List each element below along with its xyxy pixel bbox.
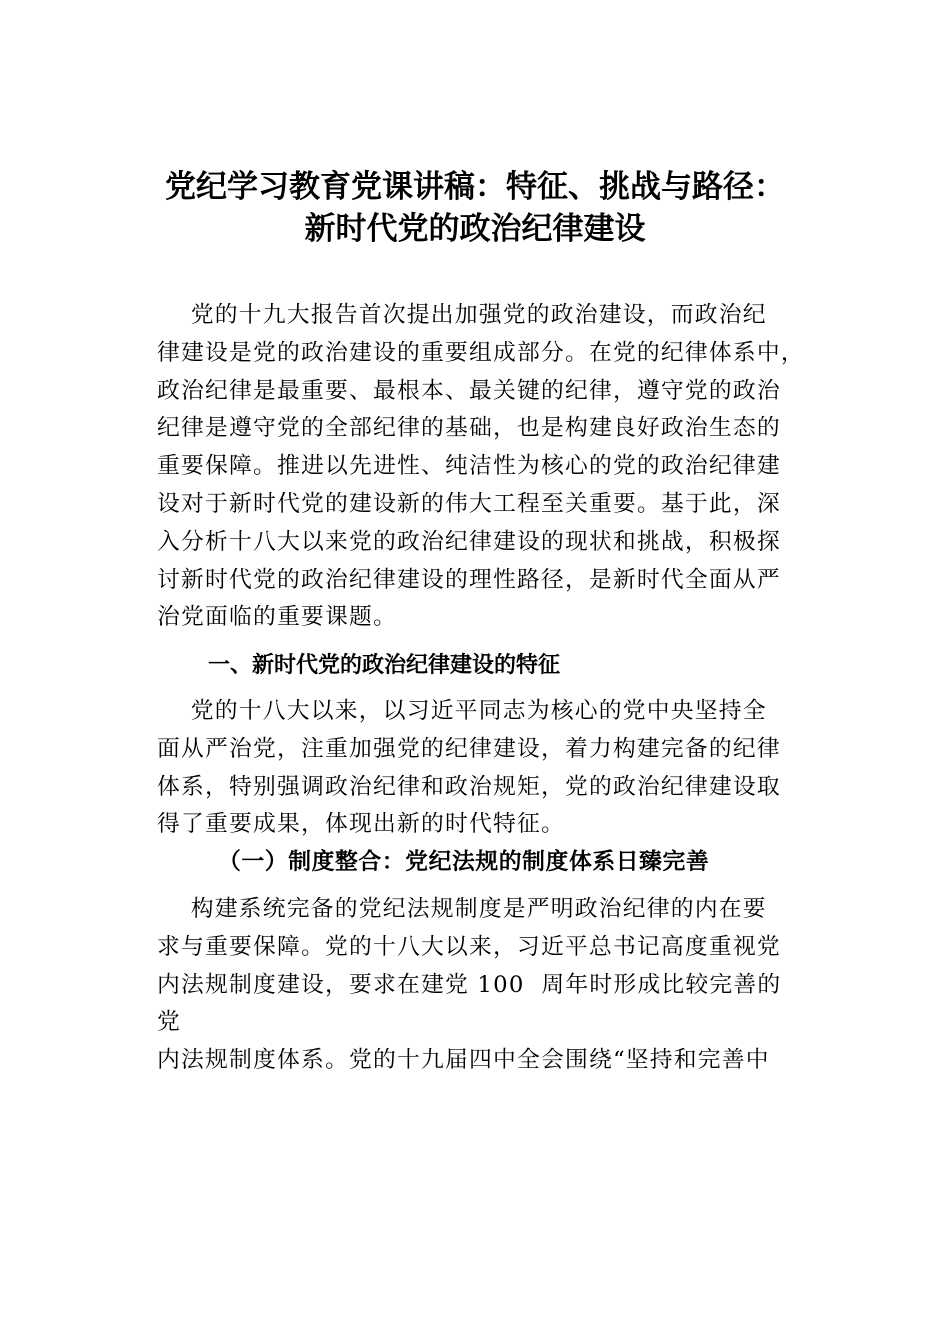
section-heading-1: 一、新时代党的政治纪律建设的特征 xyxy=(208,653,561,678)
paragraph-intro xyxy=(157,297,829,637)
paragraph-line: 求与重要保障。党的十八大以来，习近平总书记高度重视党 xyxy=(157,933,781,960)
paragraph-line: 党的十九大报告首次提出加强党的政治建设，而政治纪 xyxy=(157,302,767,328)
paragraph-line: 重要保障。推进以先进性、纯洁性为核心的党的政治纪律建 xyxy=(157,453,781,480)
paragraph-line: 入分析十八大以来党的政治纪律建设的现状和挑战，积极探 xyxy=(157,528,781,555)
paragraph-line: 治党面临的重要课题。 xyxy=(157,604,397,631)
paragraph-line: 内法规制度体系。党的十九届四中全会围绕“坚持和完善中 xyxy=(157,1047,770,1074)
paragraph-line: 律建设是党的政治建设的重要组成部分。在党的纪律体系中， xyxy=(157,339,805,366)
document-title-line-1: 党纪学习教育党课讲稿：特征、挑战与路径： xyxy=(165,169,785,205)
paragraph-line: 得了重要成果，体现出新的时代特征。 xyxy=(157,811,565,838)
document-title-line-2: 新时代党的政治纪律建设 xyxy=(304,211,646,247)
paragraph-line: 面从严治党，注重加强党的纪律建设，着力构建完备的纪律 xyxy=(157,735,781,762)
paragraph-line: 讨新时代党的政治纪律建设的理性路径，是新时代全面从严 xyxy=(157,566,781,593)
paragraph-section-1 xyxy=(157,693,829,844)
paragraph-line: 构建系统完备的党纪法规制度是严明政治纪律的内在要 xyxy=(157,896,767,922)
paragraph-line: 内法规制度建设，要求在建党 100 周年时形成比较完善的 xyxy=(157,971,782,998)
paragraph-line: 纪律是遵守党的全部纪律的基础，也是构建良好政治生态的 xyxy=(157,415,781,442)
paragraph-line: 党的十八大以来，以习近平同志为核心的党中央坚持全 xyxy=(157,698,767,724)
paragraph-subsection-1 xyxy=(157,891,829,1080)
subsection-heading-1: （一）制度整合：党纪法规的制度体系日臻完善 xyxy=(218,849,710,875)
paragraph-line: 党 xyxy=(157,1009,181,1036)
paragraph-line: 设对于新时代党的建设新的伟大工程至关重要。基于此，深 xyxy=(157,490,781,517)
paragraph-line: 政治纪律是最重要、最根本、最关键的纪律，遵守党的政治 xyxy=(157,377,781,404)
paragraph-line: 体系，特别强调政治纪律和政治规矩，党的政治纪律建设取 xyxy=(157,773,781,800)
